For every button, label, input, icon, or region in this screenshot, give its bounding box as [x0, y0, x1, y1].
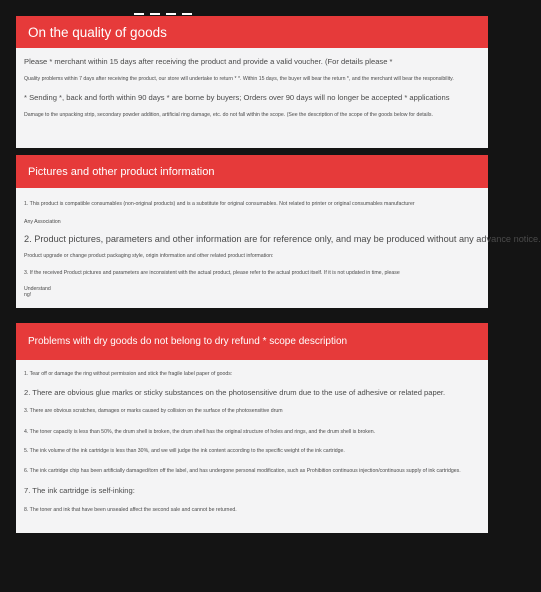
section-title-bar: [16, 323, 488, 360]
text-line: * Sending *, back and forth within 90 days * are borne by buyers; Orders over 90 days will no longer be accepted * applications: [24, 93, 450, 102]
section-quality-of-goods: [16, 16, 488, 148]
text-line: 5. The ink volume of the ink cartridge is less than 30%, and we will judge the ink content according to the specific weight of the ink cartridge.: [24, 448, 345, 454]
text-line: 3. There are obvious scratches, damages or marks caused by collision on the surface of the photosensitive drum: [24, 408, 283, 414]
section-title: On the quality of goods: [28, 24, 167, 40]
text-line: ng!: [24, 292, 32, 298]
text-line: Damage to the unpacking strip, secondary powder addition, artificial ring damage, etc. do not fall within the scope. (See the description of the scope of the goods below for details.: [24, 112, 433, 118]
text-line: 7. The ink cartridge is self-inking:: [24, 486, 135, 495]
text-line: Product upgrade or change product packaging style, origin information and other related product information:: [24, 253, 274, 259]
text-line: 4. The toner capacity is less than 50%, the drum shell is broken, the drum shell has the original structure of holes and rings, and the drum shell is broken.: [24, 429, 376, 435]
section-product-information: [16, 155, 541, 308]
section-title: Pictures and other product information: [28, 165, 215, 178]
text-line: 1. Tear off or damage the ring without permission and stick the fragile label paper of goods:: [24, 371, 233, 377]
text-line: 2. There are obvious glue marks or sticky substances on the photosensitive drum due to the use of adhesive or related paper.: [24, 388, 446, 397]
text-line: 1. This product is compatible consumables (non-original products) and is a substitute for original consumables. Not related to printer or original consumables manufacturer: [24, 201, 415, 207]
text-line: 3. If the received Product pictures and parameters are inconsistent with the actual product, please refer to the actual product itself. If it is not updated in time, please: [24, 270, 400, 276]
section-title-bar: [16, 16, 488, 48]
text-line: Quality problems within 7 days after receiving the product, our store will undertake to return * *. Within 15 days, the buyer will bear the return *, and the merchant will bear the responsibility.: [24, 76, 454, 82]
text-line: Any Association: [24, 219, 61, 225]
text-line: Understand: [24, 286, 51, 292]
text-line: 6. The ink cartridge chip has been artificially damaged/torn off the label, and has undergone personal modification, such as Prohibition continuous injection/continuous supply of ink cartridges.: [24, 468, 461, 474]
section-title: Problems with dry goods do not belong to dry refund * scope description: [28, 336, 348, 347]
text-line: 8. The toner and ink that have been unsealed affect the second sale and cannot be returned.: [24, 507, 237, 513]
section-refund-scope: [16, 323, 488, 533]
header-decoration: [134, 13, 192, 15]
section-title-bar: [16, 155, 488, 188]
text-line: Please * merchant within 15 days after receiving the product and provide a valid voucher. (For details please *: [24, 57, 393, 66]
text-line: 2. Product pictures, parameters and other information are for reference only, and may be produced without any advance notice.: [24, 234, 541, 244]
